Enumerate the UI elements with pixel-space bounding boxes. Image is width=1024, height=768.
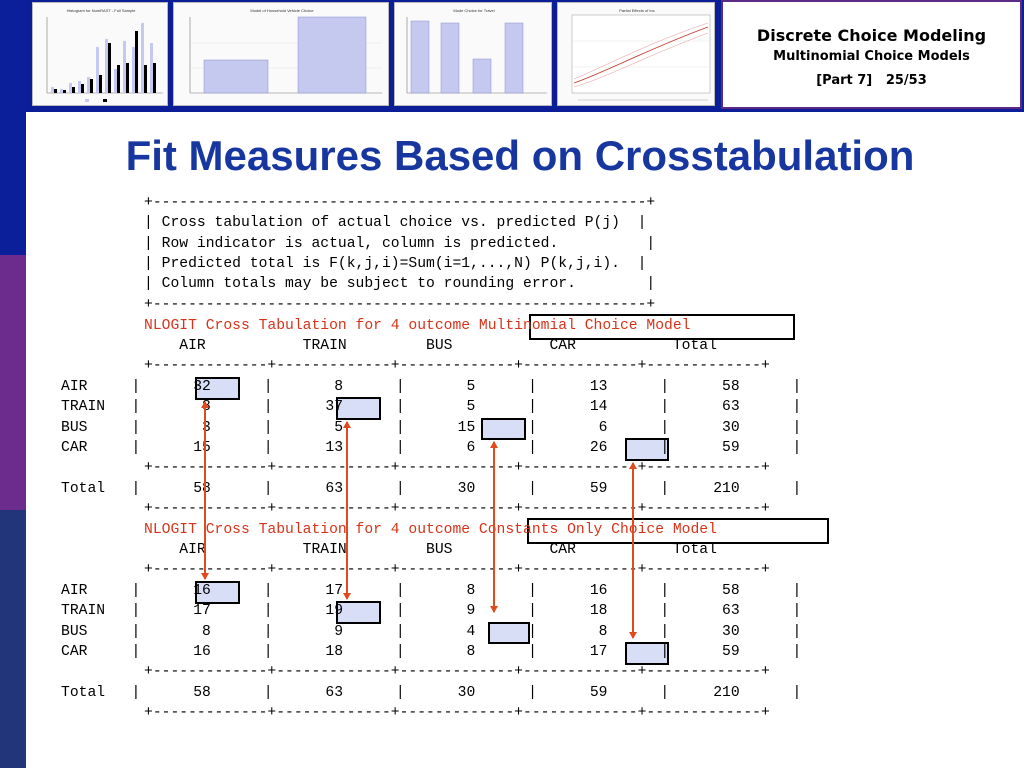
note-line-2: | Row indicator is actual, column is predicted. | — [144, 236, 656, 252]
slide-title: Fit Measures Based on Crosstabulation — [125, 132, 915, 179]
table2-row-train: TRAIN | 17 | 19 | 9 | 18 | 63 | — [61, 603, 802, 619]
course-title: Discrete Choice Modeling — [756, 26, 987, 45]
table1-divider-mid: +-------------+-------------+-------------+-------------+-------------+ — [144, 460, 770, 476]
table2-row-bus: BUS | 8 | 9 | 4 | 8 | 30 | — [61, 624, 802, 640]
note-line-4: | Column totals may be subject to rounding error. | — [144, 276, 656, 292]
table2-header: AIR TRAIN BUS CAR Total — [144, 542, 717, 558]
note-line-3: | Predicted total is F(k,j,i)=Sum(i=1,...,N) P(k,j,i). | — [144, 256, 647, 272]
table2-divider-top: +-------------+-------------+-------------+-------------+-------------+ — [144, 562, 770, 578]
table1-divider-top: +-------------+-------------+-------------+-------------+-------------+ — [144, 358, 770, 374]
part-label: [Part 7] — [816, 73, 873, 88]
table2-divider-mid: +-------------+-------------+-------------+-------------+-------------+ — [144, 664, 770, 680]
table1-row-air: AIR | 32 | 8 | 5 | 13 | 58 | — [61, 379, 802, 395]
note-line-1: | Cross tabulation of actual choice vs. predicted P(j) | — [144, 215, 647, 231]
thumbnail-histogram-title: Histogram for NumRAST - Full Sample — [66, 8, 136, 13]
note-border-bottom: +--------------------------------------------------------+ — [144, 297, 656, 313]
thumbnail-line-chart-title: Partial Effects of Inc — [619, 8, 655, 13]
table2-divider-bottom: +-------------+-------------+-------------+-------------+-------------+ — [144, 705, 770, 721]
page-number: 25/53 — [885, 73, 927, 88]
table1-divider-bottom: +-------------+-------------+-------------+-------------+-------------+ — [144, 501, 770, 517]
table2-row-air: AIR | 16 | 17 | 8 | 16 | 58 | — [61, 583, 802, 599]
table1-row-train: TRAIN | 8 | 37 | 5 | 14 | 63 | — [61, 399, 802, 415]
table2-label: NLOGIT Cross Tabulation for 4 outcome Constants Only Choice Model — [144, 522, 717, 538]
table1-label: NLOGIT Cross Tabulation for 4 outcome Multinomial Choice Model — [144, 318, 691, 334]
note-border-top: +--------------------------------------------------------+ — [144, 195, 656, 211]
table1-row-bus: BUS | 3 | 5 | 15 | 6 | 30 | — [61, 420, 802, 436]
table1-total-row: Total | 58 | 63 | 30 | 59 | 210 | — [61, 481, 802, 497]
thumbnail-bar-chart-2-title: Mode Choice for Travel — [453, 8, 495, 13]
table1-header: AIR TRAIN BUS CAR Total — [144, 338, 717, 354]
table1-row-car: CAR | 15 | 13 | 6 | 26 | 59 | — [61, 440, 802, 456]
table2-total-row: Total | 58 | 63 | 30 | 59 | 210 | — [61, 685, 802, 701]
thumbnail-bar-chart-1-title: Model of Household Vehicle Choice — [250, 8, 314, 13]
course-subtitle: Multinomial Choice Models — [773, 49, 970, 64]
table2-row-car: CAR | 16 | 18 | 8 | 17 | 59 | — [61, 644, 802, 660]
